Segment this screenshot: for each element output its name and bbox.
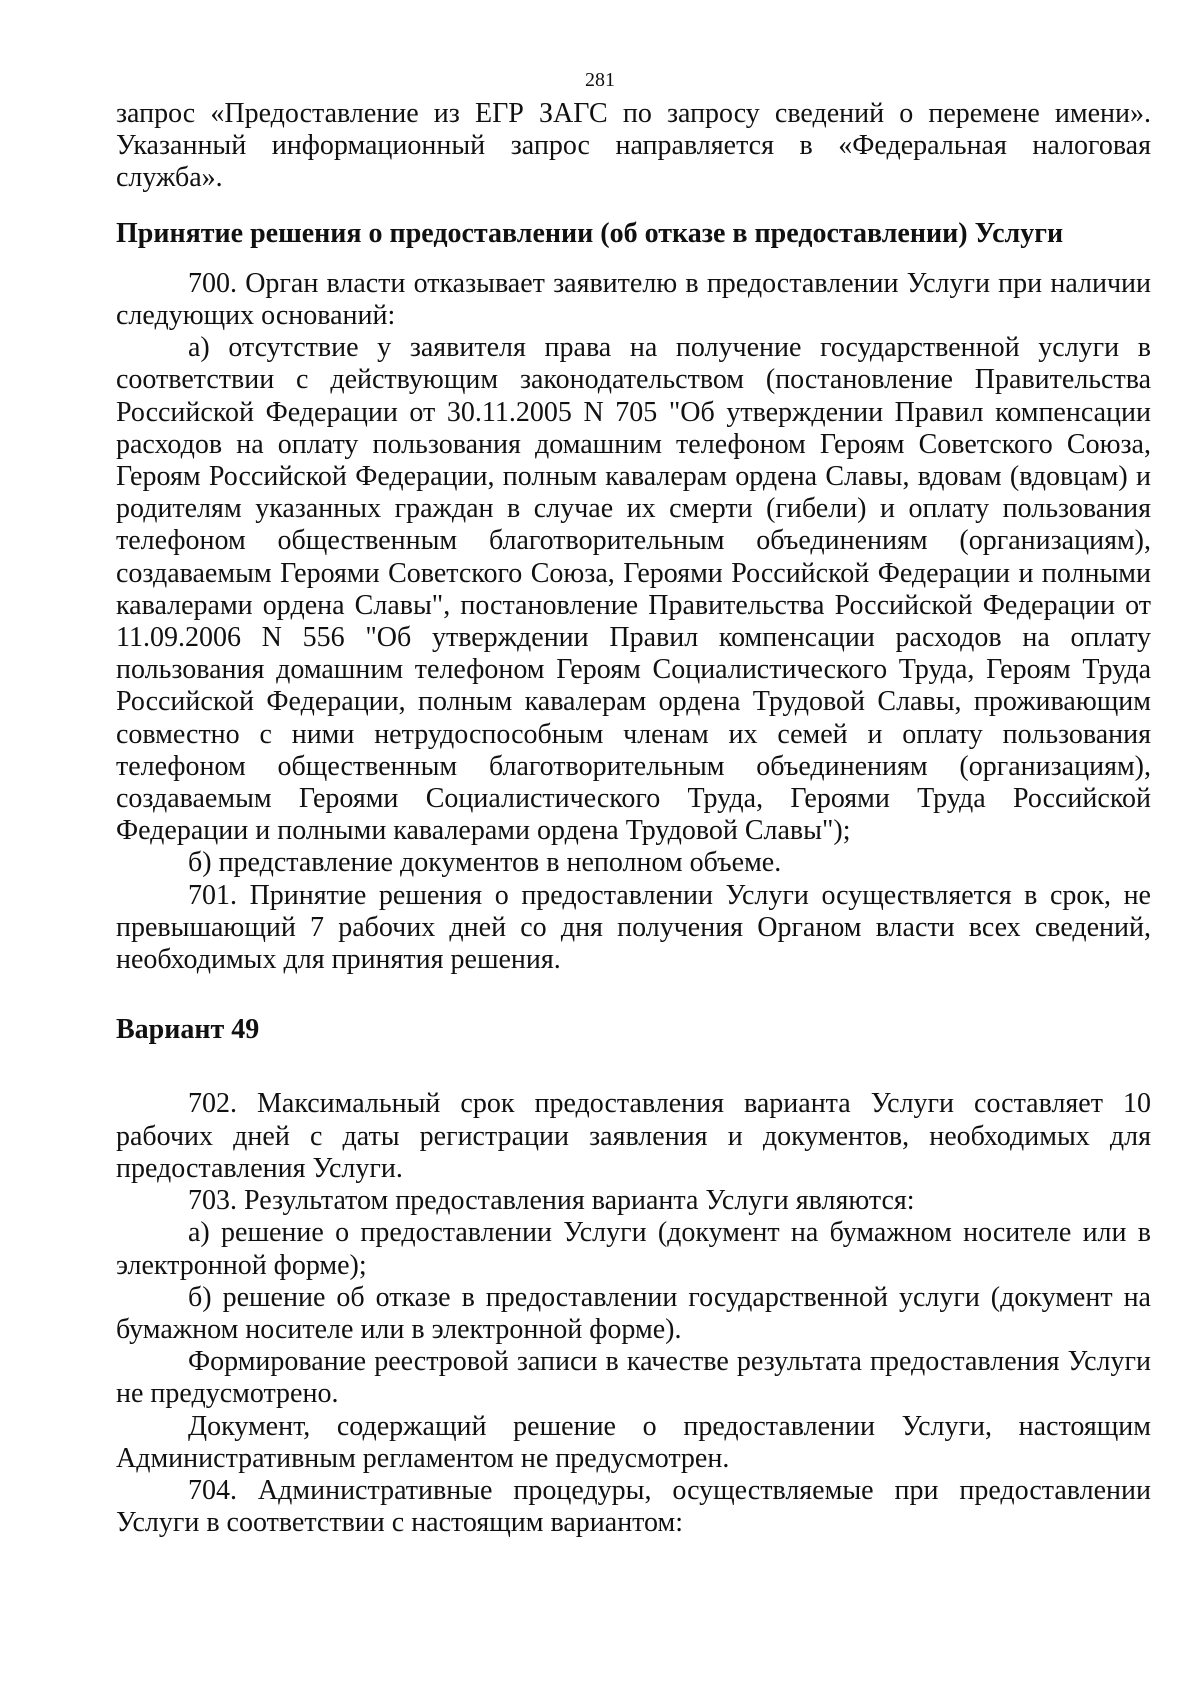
spacer: [116, 976, 1151, 1014]
page-number: 281: [585, 69, 615, 91]
section-heading-variant: Вариант 49: [116, 1014, 260, 1046]
paragraph-registry: Формирование реестровой записи в качестве результата предоставления Услуги не предусмотрено.: [116, 1346, 1151, 1410]
paragraph-700-b: б) представление документов в неполном объеме.: [188, 847, 782, 879]
spacer: [116, 250, 1151, 268]
paragraph-702: 702. Максимальный срок предоставления варианта Услуги составляет 10 рабочих дней с даты регистрации заявления и документов, необходимых для предоставления Услуги.: [116, 1088, 1151, 1184]
paragraph-document: Документ, содержащий решение о предоставлении Услуги, настоящим Административным регламентом не предусмотрен.: [116, 1410, 1151, 1474]
paragraph-703: 703. Результатом предоставления варианта Услуги являются:: [188, 1185, 915, 1217]
document-body: [116, 98, 1151, 1539]
paragraph-intro: запрос «Предоставление из ЕГР ЗАГС по запросу сведений о перемене имени». Указанный информационный запрос направляется в «Федеральная налоговая служба».: [116, 98, 1151, 194]
paragraph-700: 700. Орган власти отказывает заявителю в предоставлении Услуги при наличии следующих оснований:: [116, 267, 1151, 332]
paragraph-703-a: а) решение о предоставлении Услуги (документ на бумажном носителе или в электронной форме);: [116, 1217, 1151, 1281]
paragraph-704: 704. Административные процедуры, осуществляемые при предоставлении Услуги в соответствии с настоящим вариантом:: [116, 1474, 1151, 1539]
paragraph-703-b: б) решение об отказе в предоставлении государственной услуги (документ на бумажном носителе или в электронной форме).: [116, 1281, 1151, 1345]
paragraph-700-a: а) отсутствие у заявителя права на получение государственной услуги в соответствии с действующим законодательством (постановление Правительства Российской Федерации от 30.11.2005 N 705 "Об утверждении Правил компенсации расходов на оплату пользования домашним телефоном Героям Советского Союза, Героям Российской Федерации, полным кавалерам ордена Славы, вдовам (вдовцам) и родителям указанных граждан в случае их смерти (гибели) и оплату пользования телефоном общественным благотворительным объединениям (организациям), создаваемым Героями Советского Союза, Героями Российской Федерации и полными кавалерами ордена Славы", постановление Правительства Российской Федерации от 11.09.2006 N 556 "Об утверждении Правил компенсации расходов на оплату пользования домашним телефоном Героям Социалистического Труда, Героям Труда Российской Федерации, полным кавалерам ордена Трудовой Славы, проживающим совместно с ними нетрудоспособным членам их семей и оплату пользования телефоном общественным благотворительным объединениям (организациям), создаваемым Героями Социалистического Труда, Героями Труда Российской Федерации и полными кавалерами ордена Трудовой Славы");: [116, 332, 1151, 847]
spacer: [116, 1046, 1151, 1088]
spacer: [116, 195, 1151, 218]
paragraph-701: 701. Принятие решения о предоставлении Услуги осуществляется в срок, не превышающий 7 рабочих дней со дня получения Органом власти всех сведений, необходимых для принятия решения.: [116, 879, 1151, 976]
section-heading-decision: Принятие решения о предоставлении (об отказе в предоставлении) Услуги: [116, 217, 1064, 249]
